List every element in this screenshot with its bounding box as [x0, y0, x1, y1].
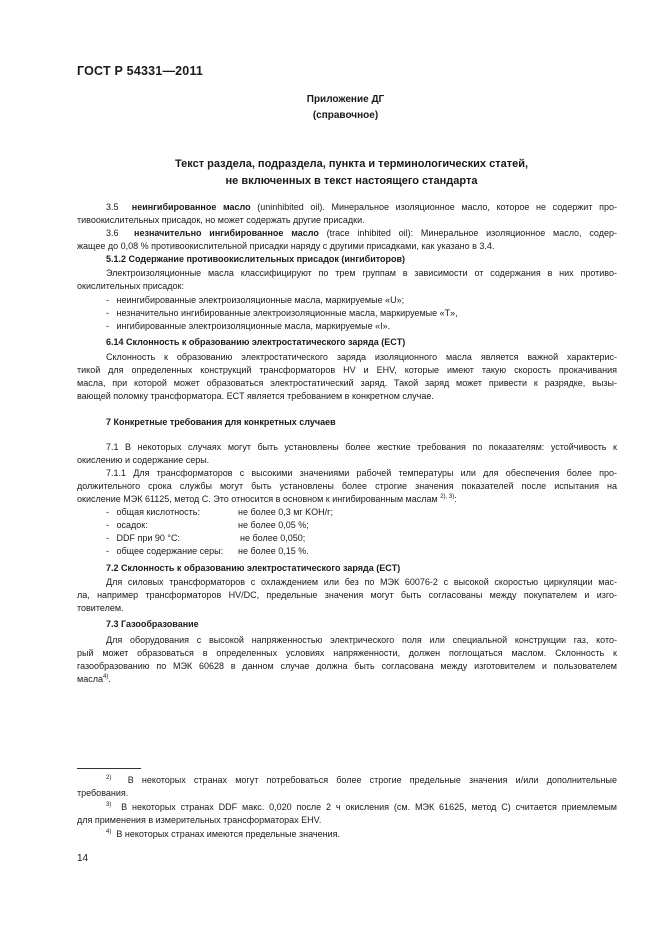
footnote-3-cont: для применения в измерительных трансформаторах EHV. — [77, 815, 322, 825]
clause-7-1-1-line3: окисление МЭК 61125, метод C. Это относится в основном к ингибированным маслам $^{2), 3)}$: — [77, 494, 457, 504]
clause-number: 3.5 — [106, 202, 119, 212]
clause-5-1-2-text-cont: окислительных присадок: — [77, 281, 184, 291]
clause-3-6 — [77, 228, 617, 239]
clause-7-1-line1: 7.1 В некоторых случаях могут быть установлены более жесткие требования по показателям: устойчивость к — [106, 442, 617, 452]
footnote-ref: 4) — [102, 674, 109, 680]
limit-value: не более 0,05 %; — [238, 520, 309, 530]
clause-7-3-line1: Для оборудования с высокой напряженностью электрического поля или специальной конструкции газ, кото- — [106, 635, 617, 645]
clause-6-14-line1: Склонность к образованию электростатического заряда изоляционного масла является важной характерис- — [106, 352, 617, 362]
clause-7-2-heading: 7.2 Склонность к образованию электростатического заряда (ECT) — [106, 563, 401, 573]
list-item: - незначительно ингибированные электроизоляционные масла, маркируемые «T», — [106, 308, 458, 318]
clause-7-1-line2: окислению и содержание серы. — [77, 455, 210, 465]
clause-number: 3.6 — [106, 228, 119, 238]
footnote-separator — [77, 768, 141, 769]
clause-6-14-line2: тикой для определенных конструкций трансформаторов HV и EHV, которые имеют такую скорость прокачивания — [77, 365, 617, 375]
clause-3-5 — [77, 202, 617, 213]
clause-3-5-cont: тивоокислительных присадок, но может содержать другие присадки. — [77, 215, 365, 225]
clause-5-1-2-text: Электроизоляционные масла классифицируют по трем группам в зависимости от содержания в них противо- — [106, 268, 617, 278]
clause-7-1-1-line1: 7.1.1 Для трансформаторов с высокими значениями рабочей температуры или для обеспечения более про- — [106, 468, 617, 478]
clause-6-14-line3: масла, при которой может образоваться электростатический заряд. Такой заряд может привести к разрядке, вызы- — [77, 378, 617, 388]
clause-3-6-cont: жащее до 0,08 % противоокислительной присадки наряду с другими присадками, как указано в 3.4. — [77, 241, 495, 251]
clause-6-14-heading: 6.14 Склонность к образованию электростатического заряда (ECT) — [106, 337, 406, 347]
clause-6-14-line4: вающей поломку трансформатора. ECT является требованием в конкретном случае. — [77, 391, 434, 401]
page-number: 14 — [77, 853, 89, 864]
text: (uninhibited oil). Минеральное изоляционное масло, которое не содержит про- — [257, 202, 617, 212]
footnote-3: $^{3)}$ В некоторых странах DDF макс. 0,020 после 2 ч окисления (см. МЭК 61625, метод C) считается приемлемым — [106, 802, 617, 812]
limit-name: - общее содержание серы: — [106, 546, 224, 556]
standard-designation: ГОСТ Р 54331—2011 — [77, 64, 204, 78]
limit-name: - общая кислотность: — [106, 507, 200, 517]
clause-5-1-2-heading: 5.1.2 Содержание противоокислительных присадок (ингибиторов) — [106, 254, 406, 264]
section-7-heading: 7 Конкретные требования для конкретных случаев — [106, 417, 336, 427]
clause-7-3-line3: газообразованию по МЭК 60628 в данном случае должна быть согласована между изготовителем и пользователем — [77, 661, 617, 671]
clause-7-2-line1: Для силовых трансформаторов с охлаждением или без по МЭК 60076-2 с высокой скоростью циркуляции мас- — [106, 577, 617, 587]
clause-7-2-line3: товителем. — [77, 603, 124, 613]
limit-value: не более 0,15 %. — [238, 546, 309, 556]
footnote-2-cont: требования. — [77, 788, 129, 798]
clause-7-3-line2: рый может образоваться в определенных условиях напряженности, должен поглощаться маслом. Склонность к — [77, 648, 617, 658]
clause-7-3-line4: масла$^{4)}$. — [77, 674, 111, 684]
term: неингибированное масло — [131, 202, 251, 212]
footnote-4: $^{4)}$ В некоторых странах имеются предельные значения. — [106, 829, 340, 839]
limit-name: - осадок: — [106, 520, 148, 530]
section-heading-line2: не включенных в текст настоящего стандарта — [225, 175, 478, 187]
footnote-mark: 3) — [106, 802, 112, 808]
footnote-ref: 2), 3) — [440, 494, 455, 500]
list-item: - неингибированные электроизоляционные масла, маркируемые «U»; — [106, 295, 405, 305]
limit-value: не более 0,050; — [240, 533, 306, 543]
term: незначительно ингибированное масло — [134, 228, 319, 238]
list-item: - ингибированные электроизоляционные масла, маркируемые «I». — [106, 321, 391, 331]
clause-7-1-1-line2: должительного срока службы могут быть установлены более строгие значения показателей после испытания на — [77, 481, 617, 491]
text: (trace inhibited oil): Минеральное изоляционное масло, содер- — [326, 228, 617, 238]
appendix-title: Приложение ДГ — [306, 94, 385, 105]
footnote-mark: 2) — [106, 775, 112, 781]
appendix-note: (справочное) — [312, 110, 379, 121]
limit-name: - DDF при 90 °C: — [106, 533, 181, 543]
footnote-2: $^{2)}$ В некоторых странах могут потребоваться более строгие предельные значения и/или дополнительные — [106, 775, 617, 785]
section-heading-line1: Текст раздела, подраздела, пункта и терминологических статей, — [174, 158, 529, 170]
clause-7-2-line2: ла, например трансформаторов HV/DC, предельные значения могут быть согласованы между покупателем и изго- — [77, 590, 617, 600]
limit-value: не более 0,3 мг KOH/г; — [238, 507, 333, 517]
footnote-mark: 4) — [106, 829, 112, 835]
clause-7-3-heading: 7.3 Газообразование — [106, 619, 199, 629]
